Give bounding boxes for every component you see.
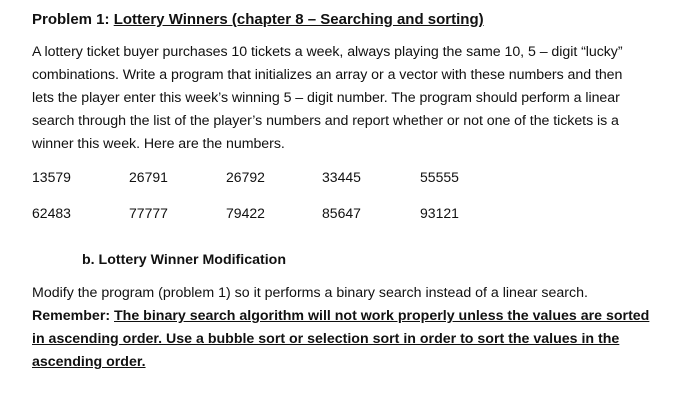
lucky-number: 26791 [129,169,168,185]
lucky-number: 79422 [226,205,265,221]
problem-description [32,41,662,156]
remember-line: in ascending order. Use a bubble sort or selection sort in order to sort the values in the [32,331,620,347]
remember-line [32,305,662,328]
description-line: A lottery ticket buyer purchases 10 tickets a week, always playing the same 10, 5 – digit “lucky” [32,44,623,60]
part-b-instruction: Modify the program (problem 1) so it performs a binary search instead of a linear search. [32,285,588,301]
lucky-number: 62483 [32,205,71,221]
problem-title [32,10,662,30]
description-line: lets the player enter this week’s winning 5 – digit number. The program should perform a linear [32,90,620,106]
part-b-heading: b. Lottery Winner Modification [82,252,287,268]
lucky-number: 26792 [226,169,265,185]
description-line: search through the list of the player’s numbers and report whether or not one of the tickets is a [32,113,619,129]
lucky-number: 55555 [420,169,459,185]
lucky-numbers-table [32,167,662,239]
lucky-number: 13579 [32,169,71,185]
problem-title-topic: Lottery Winners (chapter 8 – Searching and sorting) [113,11,484,28]
problem-title-prefix: Problem 1: [32,11,114,28]
remember-label: Remember: [32,308,115,324]
description-line: winner this week. Here are the numbers. [32,136,285,152]
lucky-number: 33445 [322,169,361,185]
lucky-number: 85647 [322,205,361,221]
description-line: combinations. Write a program that initializes an array or a vector with these numbers and then [32,67,623,83]
remember-line: ascending order. [32,354,146,370]
lucky-number: 93121 [420,205,459,221]
remember-note [32,305,662,374]
numbers-row [32,203,662,239]
lucky-number: 77777 [129,205,168,221]
remember-text: The binary search algorithm will not work properly unless the values are sorted [114,308,650,324]
numbers-row [32,167,662,203]
assignment-page [32,10,662,374]
